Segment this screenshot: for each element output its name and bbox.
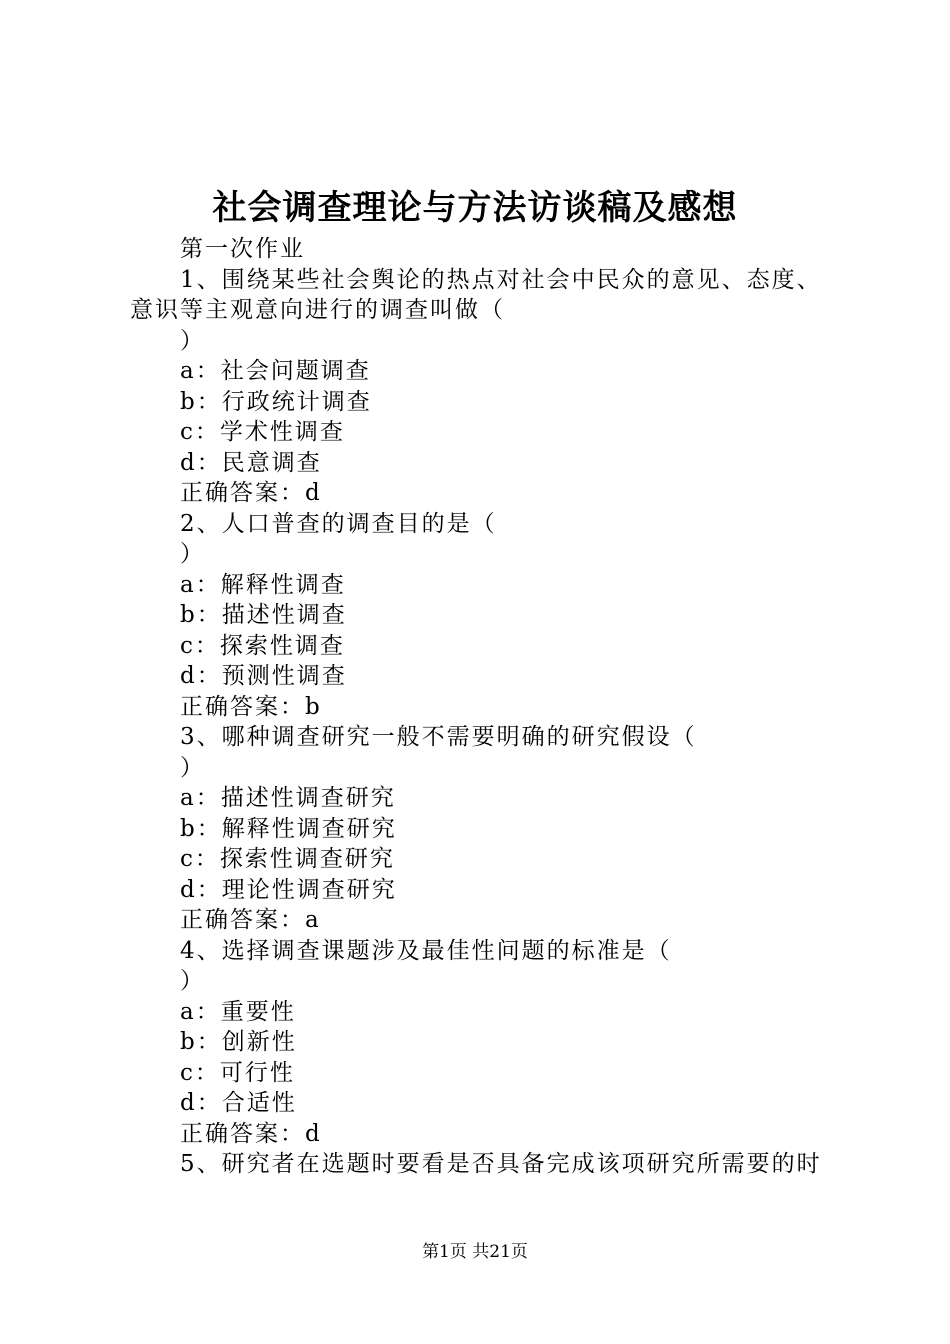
section-heading: 第一次作业 <box>180 236 305 262</box>
option-c: c：探索性调查 <box>180 632 345 659</box>
question-5 <box>130 1149 830 1180</box>
option-d: d：合适性 <box>180 1090 297 1116</box>
question-3 <box>130 722 830 936</box>
option-b: b：描述性调查 <box>180 602 347 628</box>
correct-answer: 正确答案：d <box>180 480 322 506</box>
correct-answer: 正确答案：d <box>180 1120 322 1147</box>
option-d: d：民意调查 <box>180 449 322 476</box>
option-b: b：行政统计调查 <box>180 388 372 415</box>
correct-answer: 正确答案：a <box>180 907 321 933</box>
question-stem: 1、围绕某些社会舆论的热点对社会中民众的意见、态度、 <box>180 266 822 293</box>
document-body <box>130 234 830 1180</box>
question-stem: 4、选择调查课题涉及最佳性问题的标准是（ <box>180 937 672 964</box>
option-a: a：描述性调查研究 <box>180 785 396 811</box>
document-title: 社会调查理论与方法访谈稿及感想 <box>212 188 738 228</box>
option-a: a：社会问题调查 <box>180 358 371 384</box>
question-stem: 2、人口普查的调查目的是（ <box>180 510 497 537</box>
option-d: d：理论性调查研究 <box>180 876 397 903</box>
question-2 <box>130 509 830 723</box>
question-close-paren: ） <box>180 968 205 994</box>
option-c: c：探索性调查研究 <box>180 846 395 872</box>
question-stem: 5、研究者在选题时要看是否具备完成该项研究所需要的时 <box>180 1151 822 1177</box>
question-close-paren: ） <box>180 327 205 354</box>
option-c: c：学术性调查 <box>180 419 345 445</box>
option-b: b：创新性 <box>180 1029 297 1055</box>
question-1 <box>130 265 830 509</box>
option-a: a：重要性 <box>180 998 296 1025</box>
question-close-paren: ） <box>180 754 205 781</box>
option-d: d：预测性调查 <box>180 663 347 689</box>
page-footer: 第1页 共21页 <box>422 1242 528 1262</box>
question-stem-continued: 意识等主观意向进行的调查叫做（ <box>130 297 505 323</box>
option-b: b：解释性调查研究 <box>180 815 397 842</box>
question-close-paren: ） <box>180 541 205 567</box>
question-stem: 3、哪种调查研究一般不需要明确的研究假设（ <box>180 724 697 750</box>
correct-answer: 正确答案：b <box>180 693 322 720</box>
option-a: a：解释性调查 <box>180 571 346 598</box>
question-4 <box>130 936 830 1150</box>
option-c: c：可行性 <box>180 1059 295 1086</box>
